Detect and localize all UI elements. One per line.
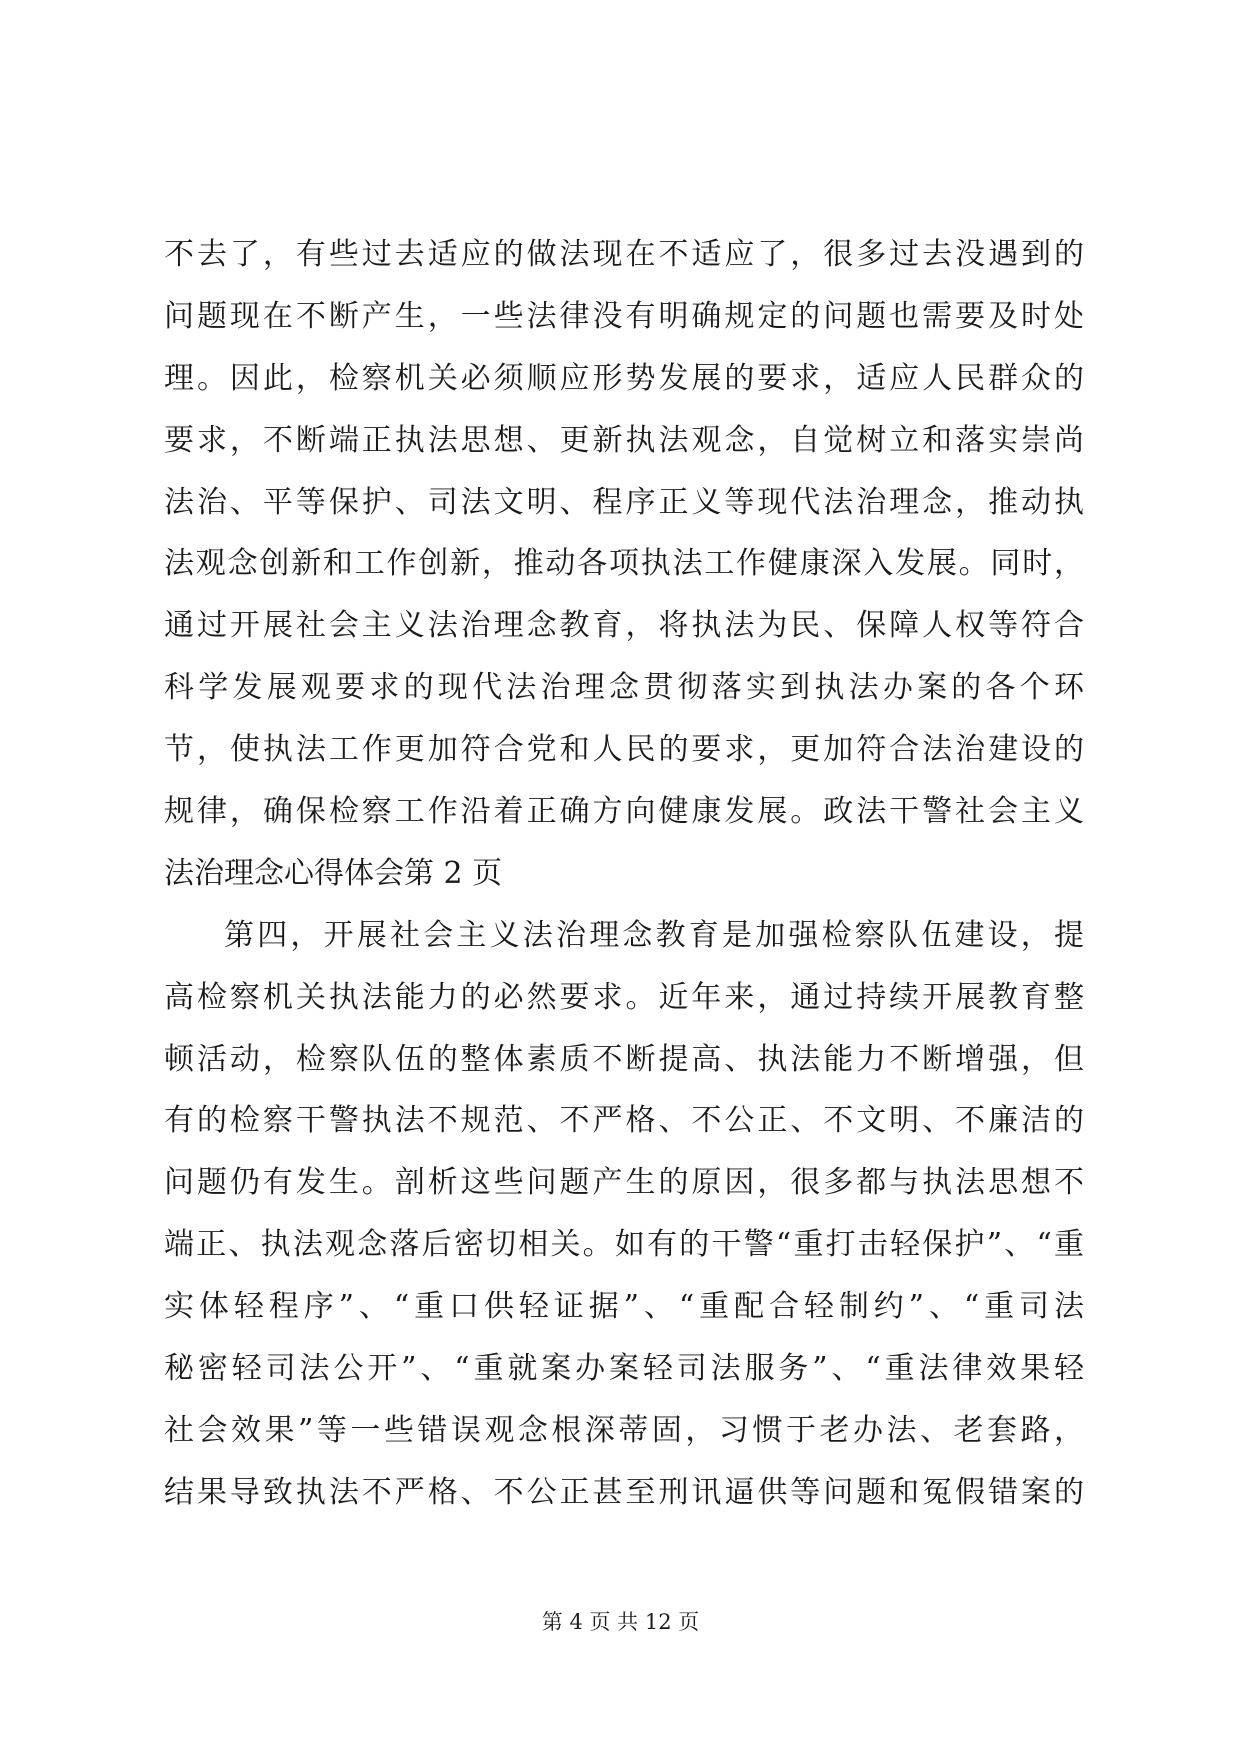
text-line: 规律，确保检察工作沿着正确方向健康发展。政法干警社会主义: [164, 794, 1084, 830]
text-line: 科学发展观要求的现代法治理念贯彻落实到执法办案的各个环: [164, 670, 1084, 706]
text-line: 不去了，有些过去适应的做法现在不适应了，很多过去没遇到的: [164, 237, 1084, 272]
text-line: 结果导致执法不严格、不公正甚至刑讯逼供等问题和冤假错案的: [164, 1474, 1084, 1510]
text-line: 高检察机关执法能力的必然要求。近年来，通过持续开展教育整: [164, 979, 1084, 1015]
text-line: 实体轻程序”、“重口供轻证据”、“重配合轻制约”、“重司法: [164, 1289, 1084, 1325]
text-line: 节，使执法工作更加符合党和人民的要求，更加符合法治建设的: [164, 732, 1084, 768]
document-body: [164, 224, 1084, 1524]
page-footer: 第 4 页 共 12 页: [541, 1610, 700, 1634]
text-line: 法治、平等保护、司法文明、程序正义等现代法治理念，推动执: [164, 484, 1084, 520]
text-line: 问题仍有发生。剖析这些问题产生的原因，很多都与执法思想不: [164, 1165, 1084, 1201]
text-line: 端正、执法观念落后密切相关。如有的干警“重打击轻保护”、“重: [164, 1227, 1084, 1263]
text-line: 问题现在不断产生，一些法律没有明确规定的问题也需要及时处: [164, 298, 1084, 334]
text-line: 通过开展社会主义法治理念教育，将执法为民、保障人权等符合: [164, 608, 1084, 644]
text-line: 社会效果”等一些错误观念根深蒂固，习惯于老办法、老套路，: [164, 1412, 1084, 1448]
text-line-paragraph-start: 第四，开展社会主义法治理念教育是加强检察队伍建设，提: [224, 917, 1084, 953]
text-line: 要求，不断端正执法思想、更新执法观念，自觉树立和落实崇尚: [164, 422, 1084, 458]
text-line: 顿活动，检察队伍的整体素质不断提高、执法能力不断增强，但: [164, 1041, 1084, 1077]
text-line-paragraph-end: 法治理念心得体会第 2 页: [164, 855, 503, 891]
text-line: 法观念创新和工作创新，推动各项执法工作健康深入发展。同时，: [164, 546, 1084, 582]
text-line: 理。因此，检察机关必须顺应形势发展的要求，适应人民群众的: [164, 360, 1084, 396]
text-line: 有的检察干警执法不规范、不严格、不公正、不文明、不廉洁的: [164, 1103, 1084, 1139]
text-line: 秘密轻司法公开”、“重就案办案轻司法服务”、“重法律效果轻: [164, 1351, 1084, 1387]
